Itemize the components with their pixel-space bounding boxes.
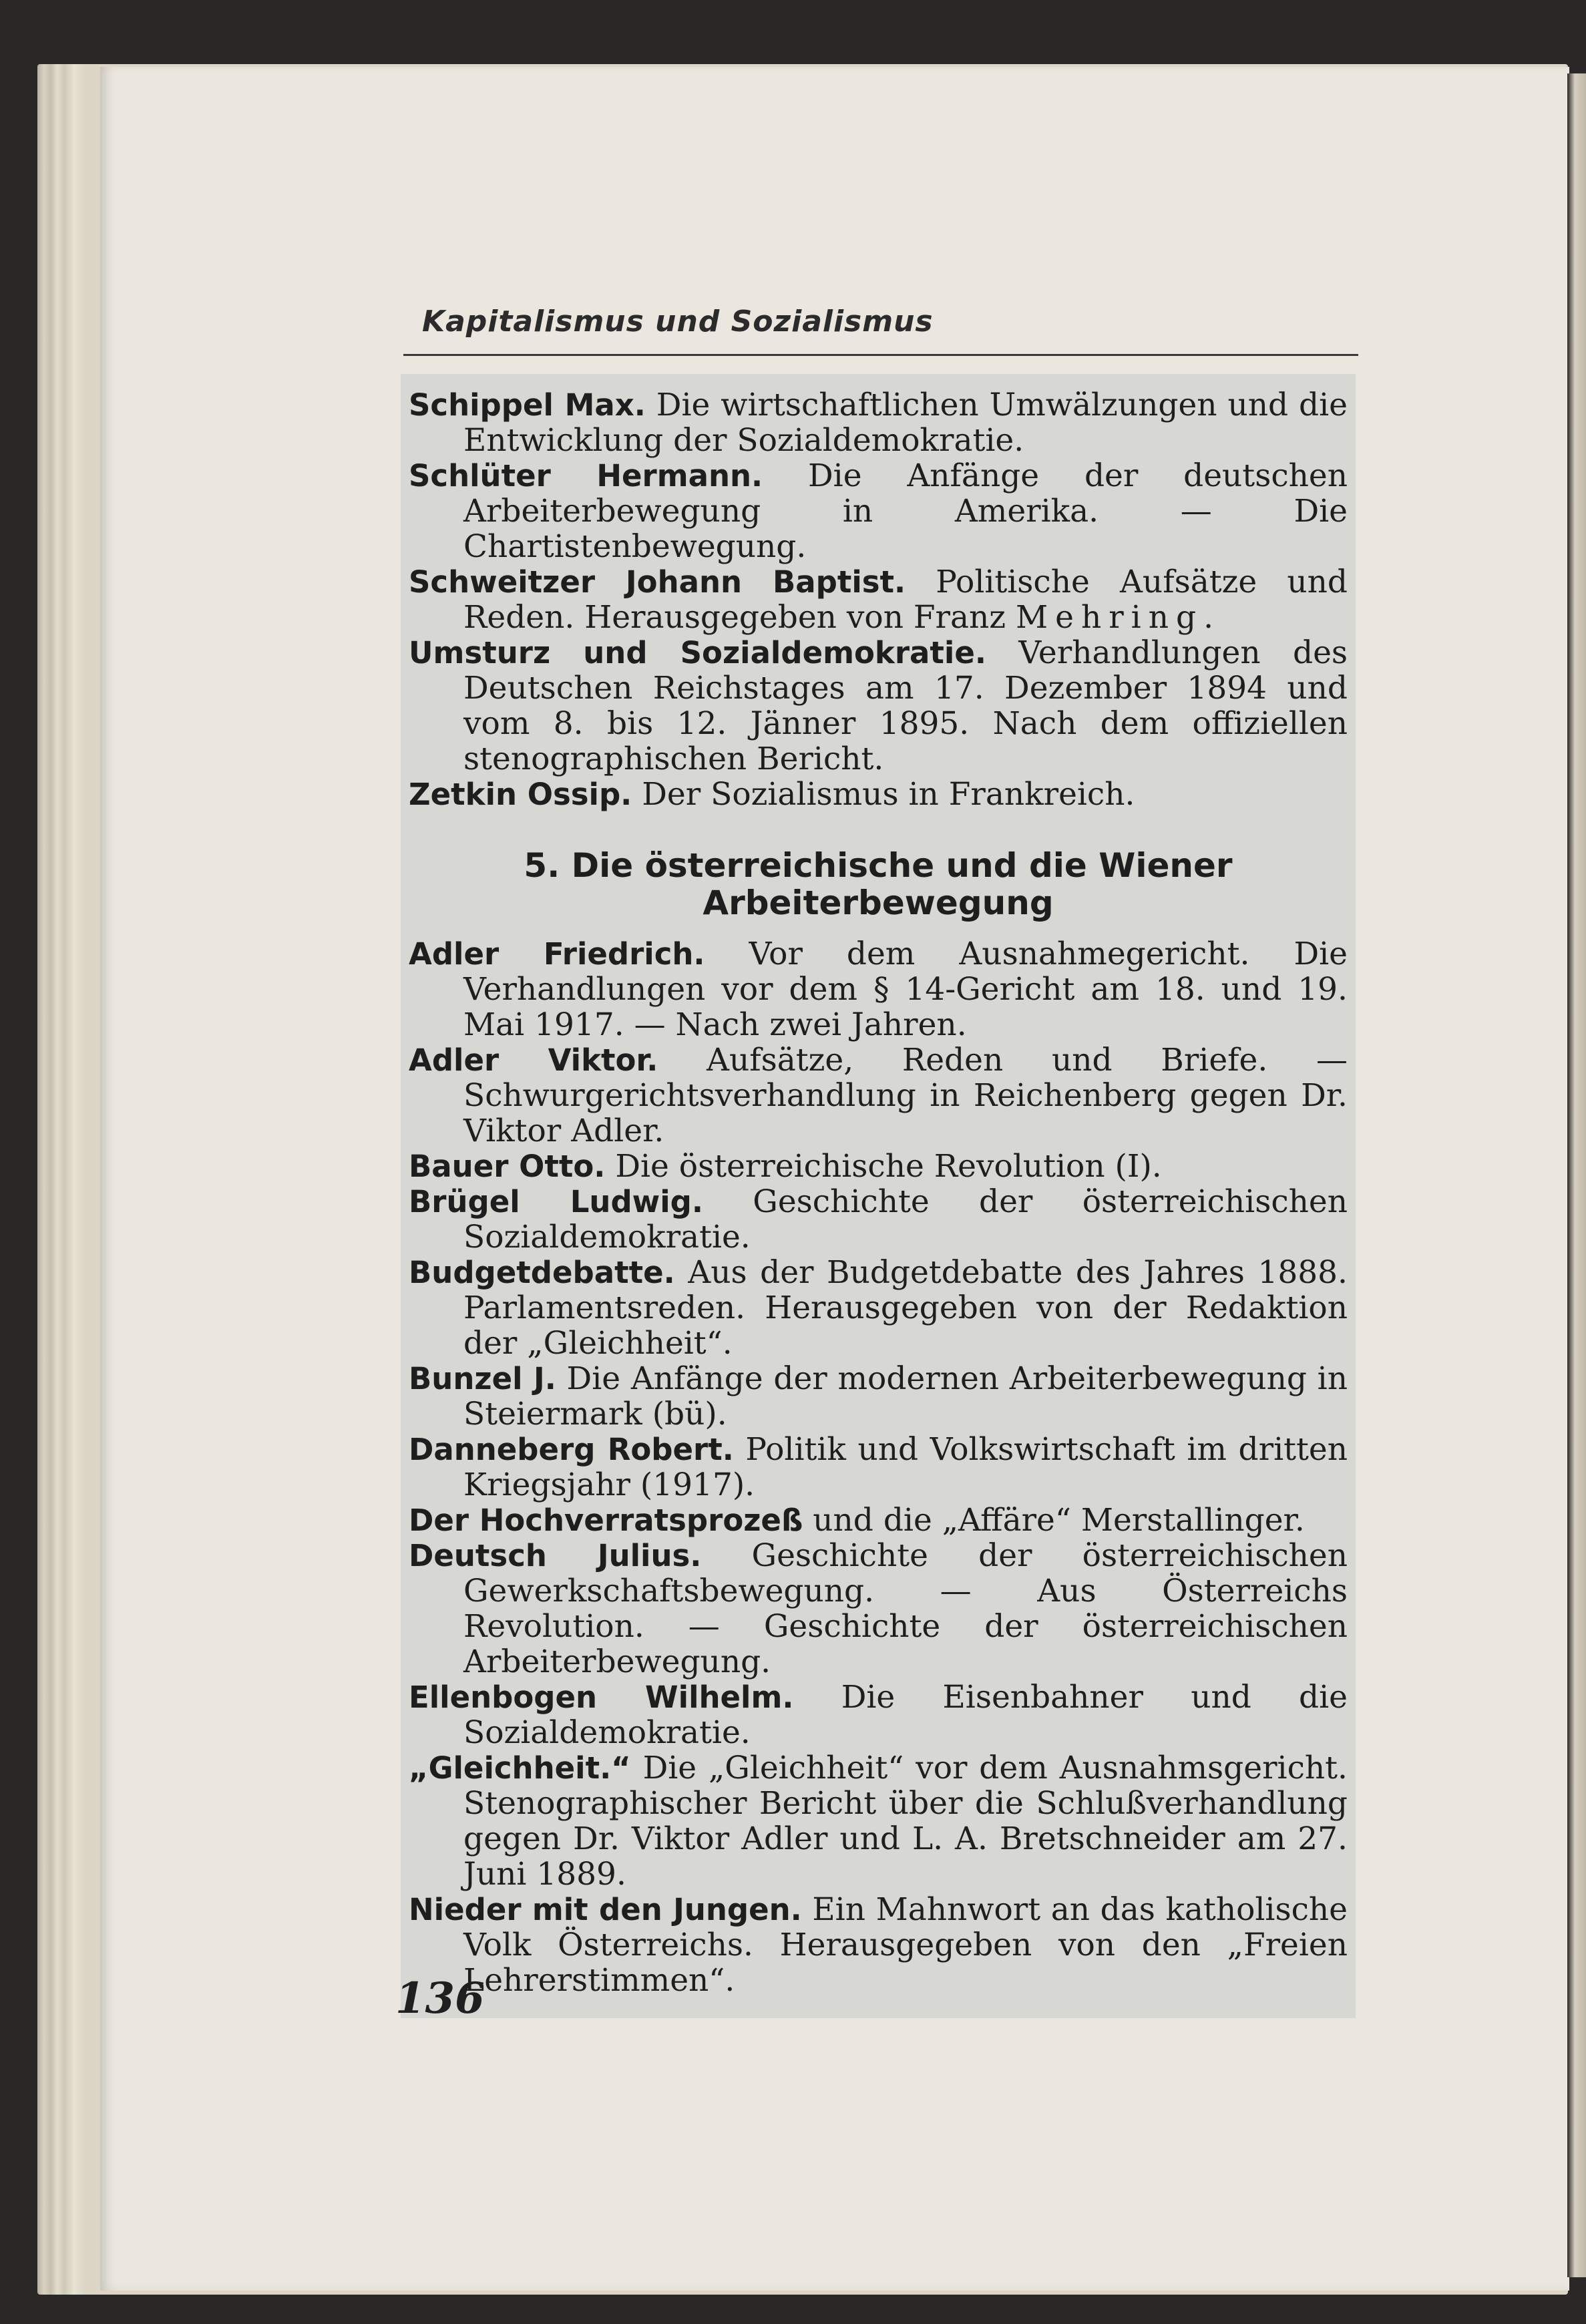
entry-title: Die Anfänge der deutschen Arbeiterbewegung in Amerika. — Die Chartistenbewegung.: [463, 457, 1348, 565]
entry-title: Die „Gleichheit“ vor dem Ausnahmsgericht. Stenographischer Bericht über die Schlußverhandlung gegen Dr. Viktor Adler und L. A. Bretschneider am 27. Juni 1889.: [463, 1750, 1348, 1893]
entry-title: Aufsätze, Reden und Briefe. — Schwurgerichtsverhandlung in Reichenberg gegen Dr. Viktor Adler.: [463, 1042, 1348, 1149]
list-item: [409, 1042, 1348, 1149]
list-item: [409, 564, 1348, 635]
entry-author: Ellenbogen Wilhelm.: [409, 1680, 794, 1715]
entry-author: Budgetdebatte.: [409, 1255, 675, 1290]
list-item: [409, 777, 1348, 812]
entry-title: und die „Affäre“ Merstallinger.: [803, 1502, 1305, 1539]
entry-title: Ein Mahnwort an das katholische Volk Österreichs. Herausgegeben von den „Freien Lehrerstimmen“.: [463, 1891, 1348, 1999]
book-right-edge: [1567, 73, 1586, 2277]
entry-author: Bunzel J.: [409, 1361, 556, 1396]
entry-author: Zetkin Ossip.: [409, 777, 632, 812]
list-item: [409, 458, 1348, 564]
bibliography-body: [401, 374, 1356, 2018]
list-item: [409, 635, 1348, 777]
entry-author: Danneberg Robert.: [409, 1432, 734, 1467]
entry-title: Geschichte der österreichischen Sozialdemokratie.: [463, 1183, 1348, 1255]
entry-title: Geschichte der österreichischen Gewerkschaftsbewegung. — Aus Österreichs Revolution. — Geschichte der österreichischen Arbeiterbewegung.: [463, 1537, 1348, 1680]
list-item: [409, 936, 1348, 1042]
entry-title: Die Anfänge der modernen Arbeiterbewegung in Steiermark (bü).: [463, 1360, 1348, 1432]
entry-title: Politische Aufsätze und Reden. Herausgegeben von Franz: [463, 564, 1348, 636]
entry-title: Die wirtschaftlichen Umwälzungen und die Entwicklung der Sozialdemokratie.: [463, 387, 1348, 459]
list-item: [409, 1750, 1348, 1892]
entry-author: Nieder mit den Jungen.: [409, 1892, 802, 1927]
entry-author: Deutsch Julius.: [409, 1538, 702, 1573]
list-item: [409, 1184, 1348, 1255]
entry-title: Politik und Volkswirtschaft im dritten Kriegsjahr (1917).: [463, 1431, 1348, 1503]
list-item: [409, 387, 1348, 458]
entry-title: Die österreichische Revolution (I).: [605, 1148, 1162, 1185]
entry-author: Schlüter Hermann.: [409, 458, 763, 494]
running-header: Kapitalismus und Sozialismus: [422, 305, 934, 339]
entry-author: Der Hochverratsprozeß: [409, 1503, 803, 1538]
list-item: [409, 1361, 1348, 1432]
list-item: [409, 1680, 1348, 1750]
page-number: 136: [395, 1973, 485, 2023]
entry-author: „Gleichheit.“: [409, 1750, 631, 1786]
entry-editor-spaced: Mehring: [1016, 599, 1204, 636]
list-item: [409, 1538, 1348, 1680]
entry-title: Aus der Budgetdebatte des Jahres 1888. Parlamentsreden. Herausgegeben von der Redaktion der „Gleichheit“.: [463, 1254, 1348, 1362]
entry-title: Vor dem Ausnahmegericht. Die Verhandlungen vor dem § 14-Gericht am 18. und 19. Mai 1917. — Nach zwei Jahren.: [463, 936, 1348, 1043]
entry-title: Die Eisenbahner und die Sozialdemokratie.: [463, 1679, 1348, 1751]
entry-title: Der Sozialismus in Frankreich.: [632, 776, 1135, 813]
section-heading: 5. Die österreichische und die Wiener Arbeiterbewegung: [524, 846, 1233, 922]
entry-tail: .: [1203, 599, 1214, 636]
entry-author: Schweitzer Johann Baptist.: [409, 564, 906, 600]
entry-author: Schippel Max.: [409, 387, 646, 423]
list-item: [409, 1432, 1348, 1503]
list-item: [409, 1503, 1348, 1538]
entry-title: Verhandlungen des Deutschen Reichstages am 17. Dezember 1894 und vom 8. bis 12. Jänner 1895. Nach dem offiziellen stenographischen Bericht.: [463, 634, 1348, 777]
list-item: [409, 1892, 1348, 1998]
list-item: [409, 1255, 1348, 1361]
entry-author: Brügel Ludwig.: [409, 1184, 703, 1219]
entry-author: Bauer Otto.: [409, 1149, 606, 1184]
header-rule: [403, 354, 1358, 356]
list-item: [409, 1149, 1348, 1184]
entry-author: Adler Viktor.: [409, 1042, 658, 1078]
entry-author: Umsturz und Sozialdemokratie.: [409, 635, 986, 670]
entry-author: Adler Friedrich.: [409, 936, 705, 972]
